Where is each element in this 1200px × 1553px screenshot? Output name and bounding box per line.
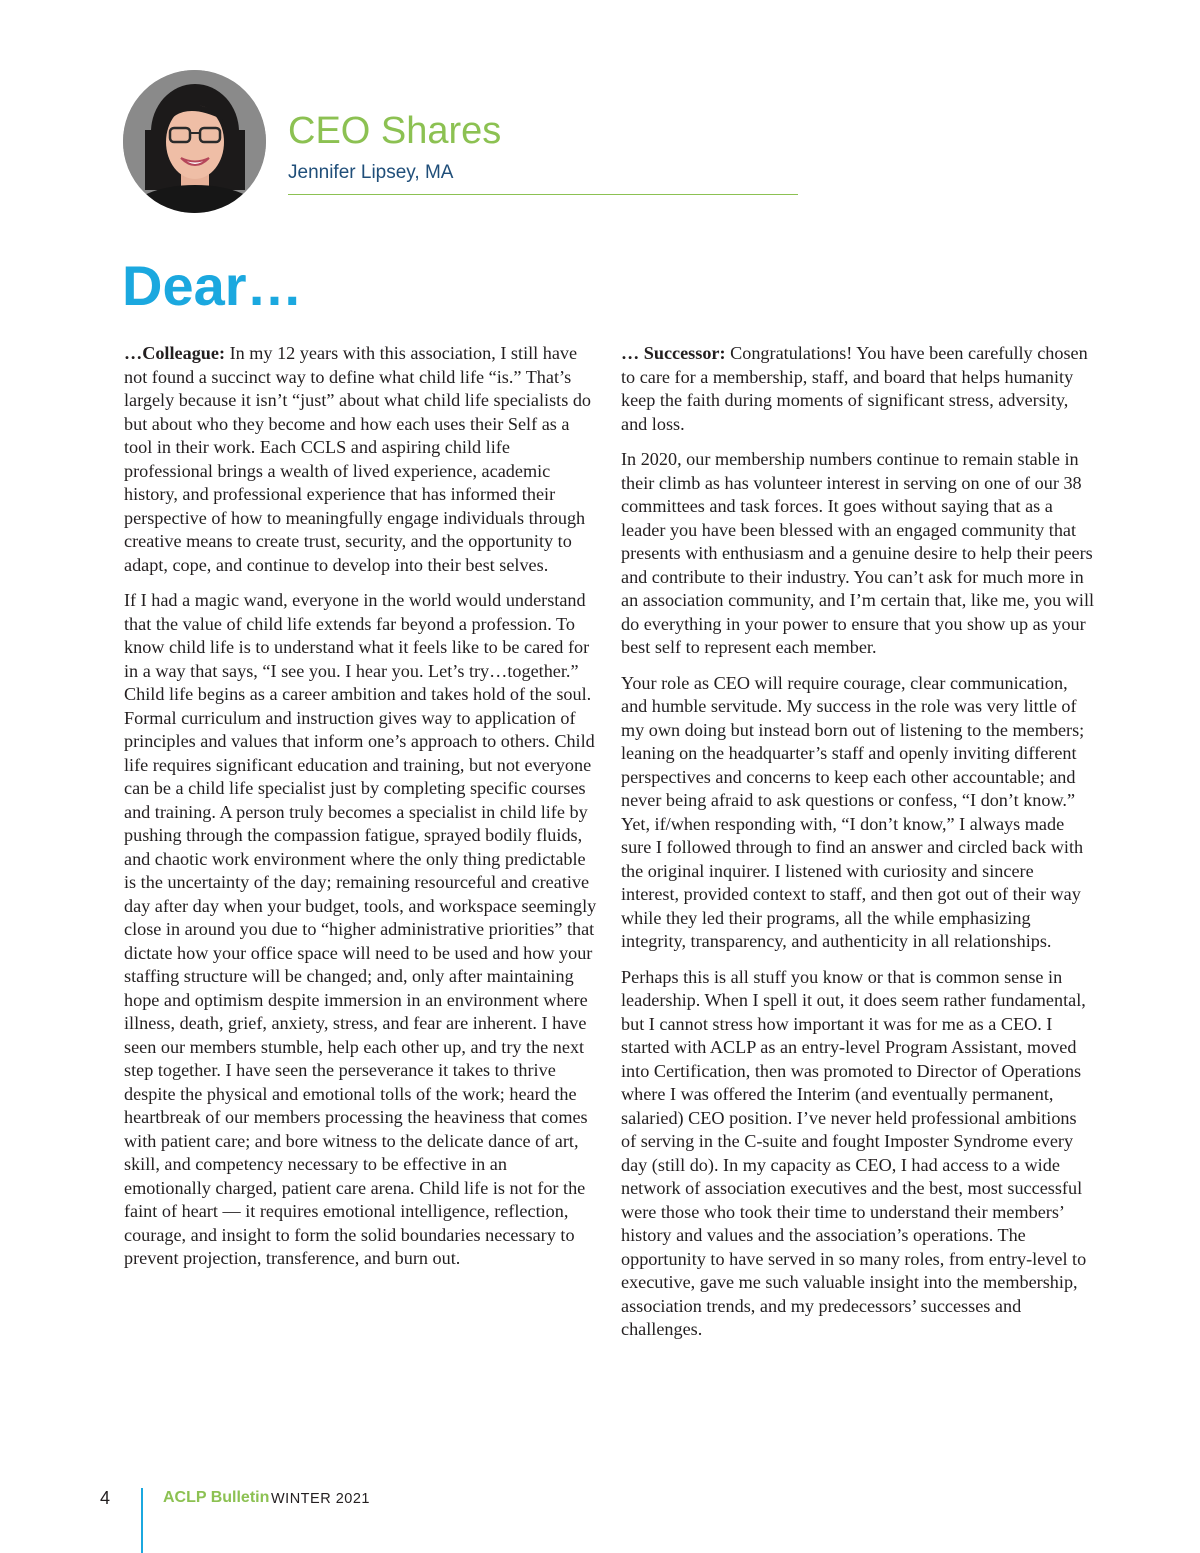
left-column [124, 342, 598, 1283]
paragraph: Your role as CEO will require courage, clear communication, and humble servitude. My success in the role was very little of my own doing but instead born out of listening to the members; leaning on the headquarter’s staff and openly inviting different perspectives and concerns to keep each other accountable; and never being afraid to ask questions or confess, “I don’t know.” Yet, if/when responding with, “I don’t know,” I always made sure I followed through to find an answer and circled back with the original inquirer. I listened with curiosity and sincere interest, provided context to staff, and then got out of their way while they led their programs, all the while emphasizing integrity, transparency, and authenticity in all relationships. [621, 672, 1085, 951]
section-title: CEO Shares [288, 110, 502, 152]
salutation-successor: … Successor: [621, 343, 726, 363]
paragraph-text: Congratulations! You have been carefully chosen to care for a membership, staff, and board that helps humanity keep the faith during moments of significant stress, adversity, and loss. [621, 343, 1088, 434]
header-divider [288, 194, 798, 195]
article-headline: Dear… [122, 254, 303, 317]
salutation-colleague: …Colleague: [124, 343, 226, 363]
paragraph [621, 342, 1095, 436]
paragraph: If I had a magic wand, everyone in the world would understand that the value of child life extends far beyond a profession. To know child life is to understand what it feels like to be cared for in a way that says, “I see you. I hear you. Let’s try…together.” Child life begins as a career ambition and takes hold of the soul. Formal curriculum and instruction gives way to application of principles and values that inform one’s approach to others. Child life requires significant education and training, but not everyone can be a child life specialist just by completing specific courses and training. A person truly becomes a specialist in child life by pushing through the compassion fatigue, sprayed bodily fluids, and chaotic work environment where the only thing predictable is the uncertainty of the day; remaining resourceful and creative day after day when your budget, tools, and workspace seemingly close in around you due to “higher administrative priorities” that dictate how your office space will need to be used and how your staffing structure will be changed; and, only after maintaining hope and optimism despite immersion in an environment where illness, death, grief, anxiety, stress, and fear are inherent. I have seen our members stumble, help each other up, and try the next step together. I have seen the perseverance it takes to thrive despite the physical and emotional tolls of the work; heard the heartbreak of our members processing the heaviness that comes with patient care; and bore witness to the delicate dance of art, skill, and competency necessary to be effective in an emotionally charged, patient care arena. Child life is not for the faint of heart — it requires emotional intelligence, reflection, courage, and insight to form the solid boundaries necessary to prevent projection, transference, and burn out. [124, 590, 597, 1268]
paragraph: In 2020, our membership numbers continue to remain stable in their climb as has volunteer interest in serving on one of our 38 committees and task forces. It goes without saying that as a leader you have been blessed with an engaged community that presents with enthusiasm and a genuine desire to help their peers and contribute to their industry. You can’t ask for much more in an association community, and I’m certain that, like me, you will do everything in your power to ensure that you show up as your best self to represent each member. [621, 449, 1095, 657]
paragraph [124, 342, 598, 577]
author-byline: Jennifer Lipsey, MA [288, 162, 454, 183]
issue-label: WINTER 2021 [271, 1491, 370, 1507]
page-number: 4 [100, 1488, 111, 1508]
publication-name: ACLP Bulletin [163, 1489, 270, 1506]
paragraph-text: In my 12 years with this association, I still have not found a succinct way to define what child life “is.” That’s largely because it isn’t “just” about what child life specialists do but about who they become and how each uses their Self as a tool in their work. Each CCLS and aspiring child life professional brings a wealth of lived experience, academic history, and professional experience that has informed their perspective of how to meaningfully engage individuals through creative means to create trust, security, and the opportunity to adapt, cope, and continue to develop into their best selves. [124, 343, 592, 575]
author-photo [123, 70, 266, 213]
paragraph: Perhaps this is all stuff you know or that is common sense in leadership. When I spell it out, it does seem rather fundamental, but I cannot stress how important it was for me as a CEO. I started with ACLP as an entry-level Program Assistant, moved into Certification, then was promoted to Director of Operations where I was offered the Interim (and eventually permanent, salaried) CEO position. I’ve never held professional ambitions of serving in the C-suite and fought Imposter Syndrome every day (still do). In my capacity as CEO, I had access to a wide network of association executives and the best, most successful were those who took their time to understand their members’ history and values and the association’s operations. The opportunity to have served in so many roles, from entry-level to executive, gave me such valuable insight into the membership, association trends, and my predecessors’ successes and challenges. [621, 966, 1087, 1339]
footer-divider [141, 1488, 143, 1553]
right-column [621, 342, 1095, 1354]
